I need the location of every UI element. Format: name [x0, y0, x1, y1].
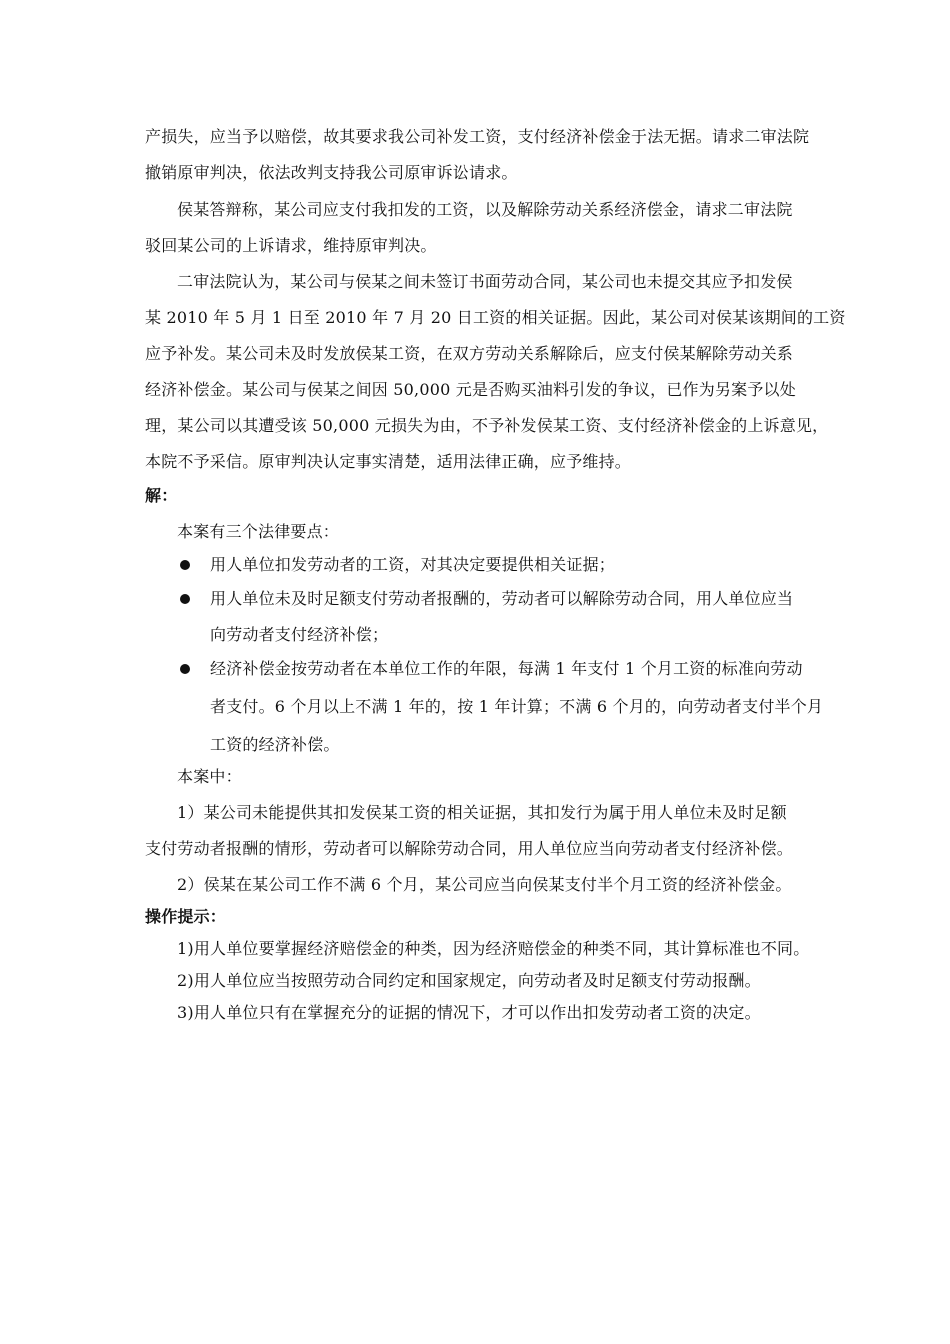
- bullet-item-2-line-2: 向劳动者支付经济补偿；: [210, 625, 389, 644]
- paragraph-line: 产损失，应当予以赔偿，故其要求我公司补发工资，支付经济补偿金于法无据。请求二审法院: [145, 127, 810, 146]
- paragraph-line: 经济补偿金。某公司与侯某之间因 50,000 元是否购买油料引发的争议，已作为另案予以处: [145, 380, 796, 399]
- paragraph-line: 驳回某公司的上诉请求，维持原审判决。: [145, 236, 437, 255]
- solution-intro: 本案有三个法律要点：: [177, 522, 340, 541]
- paragraph-line: 本院不予采信。原审判决认定事实清楚，适用法律正确，应予维持。: [145, 452, 632, 471]
- case-intro: 本案中：: [177, 767, 242, 786]
- bullet-dot-icon: [180, 664, 190, 674]
- tip-item-1: 1)用人单位要掌握经济赔偿金的种类，因为经济赔偿金的种类不同，其计算标准也不同。: [177, 939, 810, 958]
- bullet-dot-icon: [180, 594, 190, 604]
- bullet-item-3-line-1: 经济补偿金按劳动者在本单位工作的年限，每满 1 年支付 1 个月工资的标准向劳动: [210, 659, 803, 678]
- case-point-1-line-2: 支付劳动者报酬的情形，劳动者可以解除劳动合同，用人单位应当向劳动者支付经济补偿。: [145, 839, 794, 858]
- bullet-item-2-line-1: 用人单位未及时足额支付劳动者报酬的，劳动者可以解除劳动合同，用人单位应当: [210, 589, 794, 608]
- solution-heading: 解：: [145, 486, 178, 505]
- paragraph-line: 撤销原审判决，依法改判支持我公司原审诉讼请求。: [145, 163, 518, 182]
- paragraph-line: 二审法院认为，某公司与侯某之间未签订书面劳动合同，某公司也未提交其应予扣发侯: [177, 272, 793, 291]
- tip-item-2: 2)用人单位应当按照劳动合同约定和国家规定，向劳动者及时足额支付劳动报酬。: [177, 971, 761, 990]
- case-point-1-line-1: 1）某公司未能提供其扣发侯某工资的相关证据，其扣发行为属于用人单位未及时足额: [177, 803, 787, 822]
- tips-heading: 操作提示：: [145, 907, 227, 926]
- bullet-item-3-line-2: 者支付。6 个月以上不满 1 年的，按 1 年计算；不满 6 个月的，向劳动者支付半个月: [210, 697, 824, 716]
- bullet-item-1: 用人单位扣发劳动者的工资，对其决定要提供相关证据；: [210, 555, 616, 574]
- bullet-dot-icon: [180, 560, 190, 570]
- paragraph-line: 应予补发。某公司未及时发放侯某工资，在双方劳动关系解除后，应支付侯某解除劳动关系: [145, 344, 794, 363]
- case-point-2: 2）侯某在某公司工作不满 6 个月，某公司应当向侯某支付半个月工资的经济补偿金。: [177, 875, 792, 894]
- paragraph-line: 侯某答辩称，某公司应支付我扣发的工资，以及解除劳动关系经济偿金，请求二审法院: [177, 200, 793, 219]
- paragraph-line: 某 2010 年 5 月 1 日至 2010 年 7 月 20 日工资的相关证据。因此，某公司对侯某该期间的工资: [145, 308, 846, 327]
- tip-item-3: 3)用人单位只有在掌握充分的证据的情况下，才可以作出扣发劳动者工资的决定。: [177, 1003, 761, 1022]
- bullet-item-3-line-3: 工资的经济补偿。: [210, 735, 340, 754]
- paragraph-line: 理，某公司以其遭受该 50,000 元损失为由，不予补发侯某工资、支付经济补偿金的上诉意见，: [145, 416, 829, 435]
